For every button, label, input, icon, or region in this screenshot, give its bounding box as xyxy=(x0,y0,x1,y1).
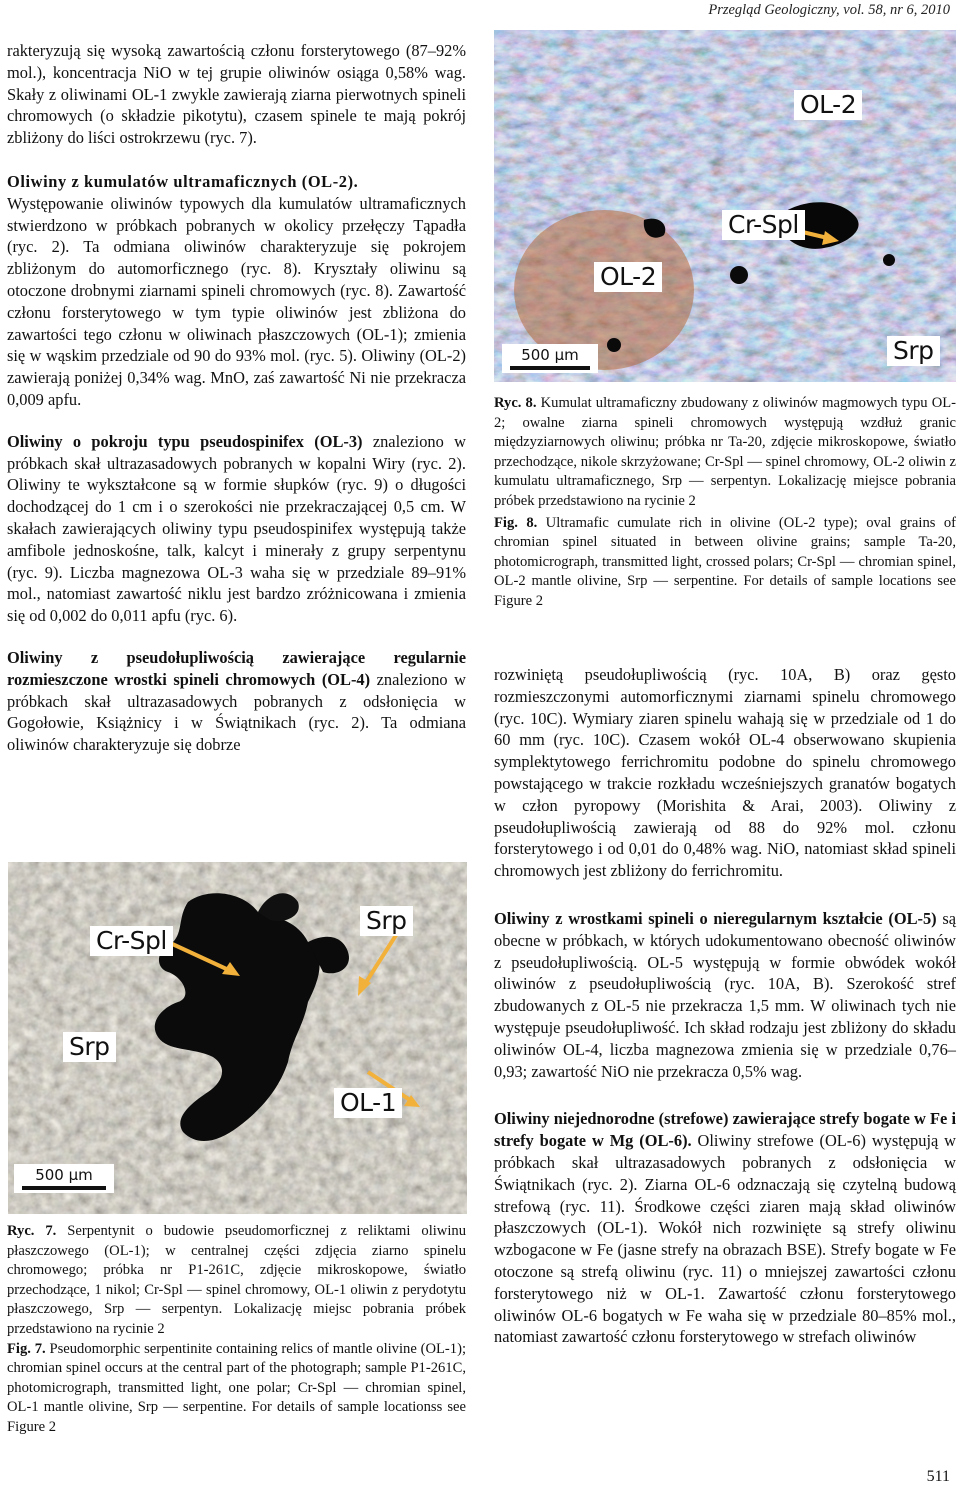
section-ol3-heading: Oliwiny o pokroju typu pseudospinifex (OL-3) xyxy=(7,431,363,451)
section-ol5-body: są obecne w próbkach, w których udokumentowano obecność oliwinów z pseudołupliwością. OL-5 występują w formie obwódek wokół oliwinów z pseudołupliwością (ryc. 10A, B). Szerokość stref zbudowanych z OL-5 nie przekracza 1,5 mm. W oliwinach tych nie występuje pseudołupliwość. Ich skład rodzaju jest zbliżony do składu oliwinów OL-4, liczba magnezowa zmienia się w przedziale 0,76–0,93; zawartość NiO nie przekracza 0,5% wag. xyxy=(494,908,956,1081)
figure7-label-srp-top: Srp xyxy=(360,906,413,936)
figure8-caption-en xyxy=(494,514,956,612)
section-ol6-body: Oliwiny strefowe (OL-6) występują w próbkach skał ultrazasadowych pobranych z odsłonięcia w Świątnikach (ryc. 2). Ziarna OL-6 odznaczają się czytelną budową strefową (ryc. 11). Środkowe części ziaren mają skład oliwinów płaszczowych (OL-1). Wokół nich rozwinięte są strefy oliwinu wzbogacone w Fe (jasne strefy na obrazach BSE). Strefy bogate w Fe otoczone są strefą oliwinu (ryc. 11) o mniejszej zawartości członu forsterytowego niż w OL-1. Zawartość członu forsterytowego oliwinów OL-6 bogatych w Fe waha się w przedziale 80–85% mol., natomiast zawartość członu forsterytowego w strefach oliwinów xyxy=(494,1131,957,1347)
paragraph-ol4-continued: rozwiniętą pseudołupliwością (ryc. 10A, B) oraz gęsto rozmieszczonymi automorficznymi ziarnami spinelu chromowego (ryc. 10C). Wymiary ziaren spinelu wahają się w przedziale od 1 do 60 mm (ryc. 10C). Czasem wokół OL-4 obserwowano skupienia symplektytowego ferrichromitu podobne do spinelu chromowego powstającego w trakcie rozkładu wcześniejszych granatów bogatych w człon pyropowy (Morishita & Arai, 2003). Oliwiny z pseudołupliwością zawierają od 88 do 92% mol. członu forsterytowego i od 0,01 do 0,48% wag. NiO, natomiast skład spineli chromowych jest zbliżony do ferrichromitu. xyxy=(494,665,956,881)
figure8-label-ol2-top: OL-2 xyxy=(794,90,862,120)
figure7-scale-text: 500 µm xyxy=(35,1166,93,1184)
figure7-label-ol1: OL-1 xyxy=(334,1088,402,1118)
figure8-caption-en-text: Ultramafic cumulate rich in olivine (OL-2 type); oval grains of chromian spinel situated in between olivine grains; sample Ta-20, photomicrograph, transmitted light, crossed polars; Cr-Spl — chromian spinel, OL-2 mantle olivine, Srp — serpentine. For details of sample locations see Figure 2 xyxy=(494,514,956,609)
section-ol6 xyxy=(494,1108,956,1348)
figure8-caption-en-label: Fig. 8. xyxy=(494,514,538,531)
figure7-caption-pl xyxy=(7,1222,466,1340)
right-column xyxy=(494,664,956,1348)
figure8-scalebar xyxy=(502,344,598,373)
figure7-caption-pl-text: Serpentynit o budowie pseudomorficznej z reliktami oliwinu płaszczowego (OL-1); w centralnej części zdjęcia ziarno spinelu chromowego; próbka nr P1-261C, zdjęcie mikroskopowe, światło przechodzące, 1 nikol; Cr-Spl — spinel chromowy, OL-1 oliwin z perydotytu płaszczowego, Srp — serpentyn. Lokalizację miejsc pobrania próbek przedstawiono na rycinie 2 xyxy=(7,1223,466,1337)
figure8-scale-text: 500 µm xyxy=(521,346,579,364)
figure8-label-ol2-mid: OL-2 xyxy=(594,262,662,292)
figure8-caption-pl xyxy=(494,394,956,512)
section-ol3 xyxy=(7,431,466,627)
section-ol2-body: Występowanie oliwinów typowych dla kumulatów ultramaficznych stwierdzono w próbkach pobranych w okolicy przełęczy Tąpadła (ryc. 2). Ta odmiana oliwinów charakteryzuje się pokrojem zbliżonym do automorficznego (ryc. 8). Kryształy oliwinu są otoczone drobnymi ziarnami spineli chromowych (ryc. 8). Zawartość członu forsterytowego w tym typie oliwinów jest zbliżona do zawartości tego członu w oliwinach płaszczowych (OL-1); zmienia się w wąskim przedziale od 90 do 93% mol. (ryc. 5). Oliwiny (OL-2) zawierają poniżej 0,34% wag. MnO, zaś zawartość Ni nie przekracza 0,009 apfu. xyxy=(7,193,466,409)
section-ol5 xyxy=(494,908,956,1082)
section-ol4 xyxy=(7,647,466,756)
figure7-caption-en-text: Pseudomorphic serpentinite containing relics of mantle olivine (OL-1); chromian spinel occurs at the central part of the photograph; sample P1-261C, photomicrograph, transmitted light, one polar; Cr-Spl — chromian spinel, OL-1 mantle olivine, Srp — serpentine. For details of sample locationss see Figure 2 xyxy=(7,1340,466,1435)
figure7-label-crspl: Cr-Spl xyxy=(90,926,173,956)
section-ol4-body: znaleziono w próbkach skał ultrazasadowych pobranych z odsłonięcia w Gogołowie, Książnicy i w Świątnikach (ryc. 2). Ta odmiana oliwinów charakteryzuje się dobrze xyxy=(7,669,467,755)
section-ol2-heading: Oliwiny z kumulatów ultramaficznych (OL-2). xyxy=(7,171,359,191)
figure8-scale-line xyxy=(510,366,590,370)
left-column xyxy=(7,40,466,756)
section-ol3-body: znaleziono w próbkach skał ultrazasadowych pobranych w kopalni Wiry (ryc. 2). Oliwiny te wykształcone są w formie słupków (ryc. 9) o długości dochodzącej do 1 cm i o szerokości nie przekraczającej 0,5 cm. W skałach zawierających oliwiny typu pseudospinifex występują także amfibole jednoskośne, talk, kalcyt i minerały z grupy serpentynu (ryc. 9). Liczba magnezowa OL-3 waha się w przedziale 89–91% mol., natomiast zawartość niklu jest bardzo zróżnicowana i zmienia się od 0,002 do 0,011 apfu (ryc. 6). xyxy=(7,431,466,626)
section-ol4-heading: Oliwiny z pseudołupliwością zawierające regularnie rozmieszczone wrostki spineli chromowych (OL-4) xyxy=(7,647,466,689)
figure8-photomicrograph xyxy=(494,30,956,382)
figure8-label-srp: Srp xyxy=(887,336,940,366)
figure7-caption xyxy=(7,1222,466,1438)
figure7-caption-en-label: Fig. 7. xyxy=(7,1340,46,1357)
figure7-caption-pl-label: Ryc. 7. xyxy=(7,1223,57,1239)
figure7-scale-line xyxy=(22,1186,106,1190)
figure7-scalebar xyxy=(14,1164,114,1193)
figure8-image xyxy=(494,30,956,382)
section-ol6-heading: Oliwiny niejednorodne (strefowe) zawierające strefy bogate w Fe i strefy bogate w Mg (OL-6). xyxy=(494,1109,956,1151)
figure8-label-crspl: Cr-Spl xyxy=(722,210,805,240)
figure8-caption xyxy=(494,394,956,612)
section-ol5-heading: Oliwiny z wrostkami spineli o nieregularnym kształcie (OL-5) xyxy=(494,908,937,928)
figure8-caption-pl-text: Kumulat ultramaficzny zbudowany z oliwinów magmowych typu OL-2; owalne ziarna spineli chromowych występują wzdłuż granic międzyziarnowych oliwinu; próbka nr Ta-20, zdjęcie mikroskopowe, światło przechodzące, nikole skrzyżowane; Cr-Spl — spinel chromowy, OL-2 oliwin z kumulatu ultramaficznego, Srp — serpentyn. Lokalizację miejsce pobrania próbek przedstawiono na rycinie 2 xyxy=(494,395,957,509)
figure7-caption-en xyxy=(7,1340,466,1438)
section-ol2 xyxy=(7,171,466,193)
page-number: 511 xyxy=(926,1468,950,1485)
figure7-photomicrograph xyxy=(8,862,467,1214)
figure8-caption-pl-label: Ryc. 8. xyxy=(494,395,537,411)
figure7-label-srp-left: Srp xyxy=(63,1032,116,1062)
paragraph-ol1-end: rakteryzują się wysoką zawartością członu forsterytowego (87–92% mol.), koncentracja NiO w tej grupie oliwinów osiąga 0,58% wag. Skały z oliwinami OL-1 zwykle zawierają ziarna pierwotnych spineli chromowych (o składzie pikotytu), czasem spinele te mają pokrój zbliżony do liści ostrokrzewu (ryc. 7). xyxy=(7,41,466,148)
journal-header: Przegląd Geologiczny, vol. 58, nr 6, 2010 xyxy=(708,2,950,18)
